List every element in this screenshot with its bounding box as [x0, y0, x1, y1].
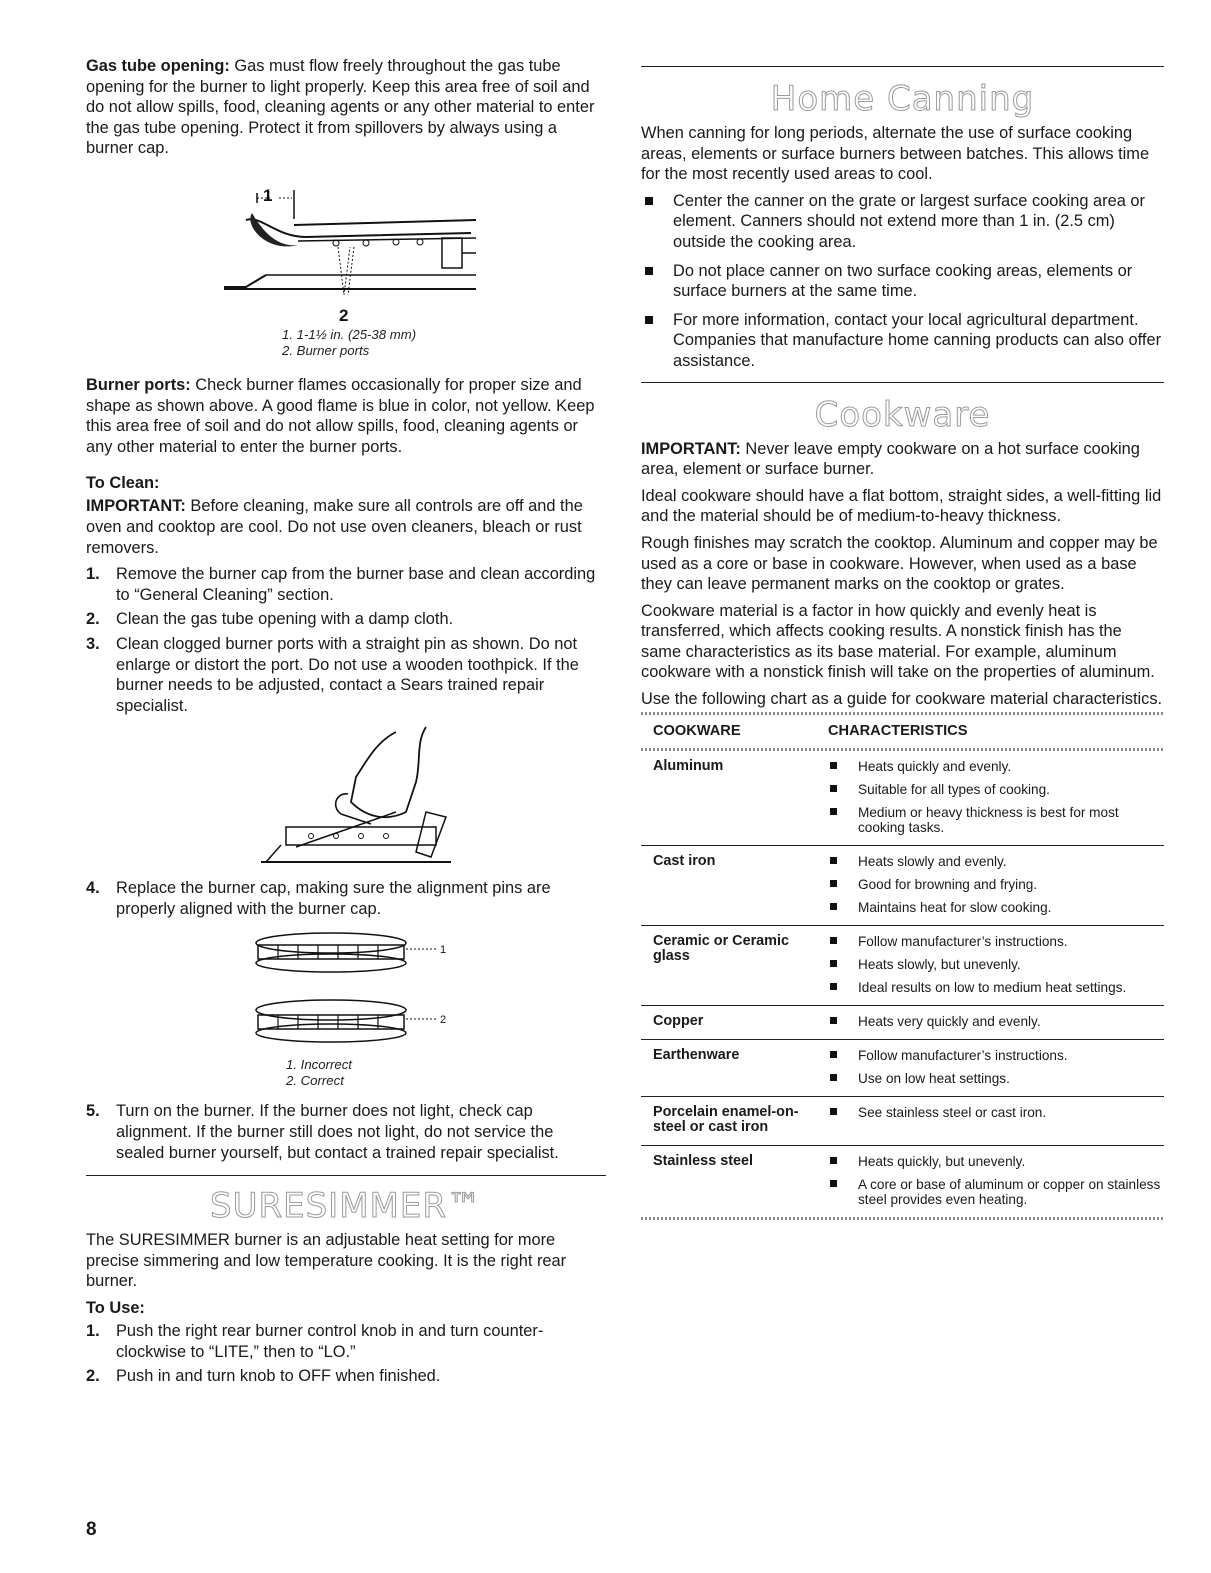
- correct-label-2: 2: [440, 1014, 447, 1027]
- characteristics-cell: [828, 854, 1164, 915]
- characteristic-item: [828, 1105, 1164, 1120]
- step-text: Replace the burner cap, making sure the alignment pins are properly aligned with the burner cap.: [116, 879, 551, 918]
- characteristic-item: [828, 1177, 1164, 1207]
- characteristics-cell: [828, 934, 1164, 995]
- list-item: [641, 191, 1164, 253]
- bullet-square-icon: [645, 197, 653, 205]
- characteristic-text: Medium or heavy thickness is best for most cooking tasks.: [858, 804, 1119, 835]
- step-number: 4.: [86, 879, 100, 898]
- bullet-square-icon: [830, 1157, 837, 1164]
- characteristics-cell: [828, 759, 1164, 835]
- pin-cleaning-illustration: [256, 722, 476, 872]
- home-canning-intro: When canning for long periods, alternate the use of surface cooking areas, elements or surface burners between batches. This allows time for the most recently used areas to cool.: [641, 124, 1150, 184]
- section-divider: [86, 1175, 606, 1176]
- characteristics-cell: [828, 1105, 1164, 1135]
- bullet-square-icon: [830, 960, 837, 967]
- characteristic-item: [828, 782, 1164, 797]
- step-number: 5.: [86, 1102, 100, 1121]
- step-text: Clean the gas tube opening with a damp cloth.: [116, 610, 454, 629]
- column-header-cookware: COOKWARE: [653, 722, 741, 739]
- characteristic-item: [828, 957, 1164, 972]
- step-text: Push the right rear burner control knob in and turn counter-clockwise to “LITE,” then to “LO.”: [116, 1322, 544, 1361]
- table-bottom-rule: [641, 1217, 1164, 1220]
- important-lead: IMPORTANT:: [641, 439, 741, 458]
- table-body: [641, 751, 1164, 1217]
- burner-cap-alignment-diagram: [236, 925, 476, 1075]
- characteristic-text: Use on low heat settings.: [858, 1070, 1010, 1086]
- characteristics-cell: [828, 1048, 1164, 1086]
- important-text: Never leave empty cookware on a hot surface cooking area, element or surface burner.: [641, 439, 1140, 479]
- characteristic-text: Good for browning and frying.: [858, 876, 1038, 892]
- characteristic-text: Maintains heat for slow cooking.: [858, 899, 1052, 915]
- gas-tube-lead: Gas tube opening:: [86, 57, 230, 75]
- bullet-square-icon: [830, 857, 837, 864]
- bullet-square-icon: [645, 316, 653, 324]
- step-text: Turn on the burner. If the burner does not light, check cap alignment. If the burner still does not light, do not service the sealed burner yourself, but contact a trained repair specialist.: [116, 1102, 559, 1162]
- bullet-square-icon: [830, 808, 837, 815]
- bullet-text: Do not place canner on two surface cooking areas, elements or surface burners at the same time.: [673, 261, 1133, 301]
- dimension-label-1: 1: [263, 185, 273, 205]
- cleaning-steps-list: [86, 564, 606, 716]
- characteristic-item: [828, 805, 1164, 835]
- bullet-square-icon: [830, 1108, 837, 1115]
- table-row: [641, 1146, 1164, 1217]
- characteristics-cell: [828, 1154, 1164, 1207]
- bullet-square-icon: [830, 937, 837, 944]
- characteristic-item: [828, 759, 1164, 774]
- characteristic-item: [828, 1071, 1164, 1086]
- list-item: [86, 634, 606, 716]
- bullet-square-icon: [830, 1074, 837, 1081]
- bullet-square-icon: [830, 1051, 837, 1058]
- cookware-name: Aluminum: [653, 757, 724, 774]
- list-item: [86, 1321, 606, 1362]
- to-use-heading: To Use:: [86, 1299, 145, 1318]
- important-lead: IMPORTANT:: [86, 497, 186, 516]
- cookware-name: Ceramic or Ceramic glass: [653, 932, 789, 964]
- step-number: 2.: [86, 610, 100, 629]
- table-row: [641, 1006, 1164, 1040]
- cleaning-steps-list-cont: [86, 878, 606, 919]
- cookware-important: [641, 439, 1164, 480]
- cookware-paragraph-2: Rough finishes may scratch the cooktop. Aluminum and copper may be used as a core or base in cookware. However, when used as a base they can leave permanent marks on the cooktop or grates.: [641, 533, 1158, 594]
- suresimmer-heading: SURESIMMER™: [210, 1186, 482, 1227]
- gas-tube-paragraph: [86, 56, 606, 159]
- characteristic-item: [828, 1048, 1164, 1063]
- characteristic-text: A core or base of aluminum or copper on stainless steel provides even heating.: [858, 1176, 1161, 1207]
- suresimmer-paragraph: The SURESIMMER burner is an adjustable heat setting for more precise simmering and low temperature cooking. It is the right rear burner.: [86, 1231, 567, 1291]
- table-header-row: [641, 715, 1164, 748]
- cookware-heading: Cookware: [814, 394, 991, 435]
- bullet-square-icon: [830, 762, 837, 769]
- cookware-name: Cast iron: [653, 852, 716, 869]
- table-row: [641, 926, 1164, 1006]
- page-number: 8: [86, 1519, 97, 1540]
- characteristic-text: Follow manufacturer’s instructions.: [858, 1047, 1068, 1063]
- table-row: [641, 1040, 1164, 1097]
- section-divider: [641, 382, 1164, 383]
- step-text: Clean clogged burner ports with a straight pin as shown. Do not enlarge or distort the port. Do not use a wooden toothpick. If the burner needs to be adjusted, contact a Sears trained repair specialist.: [116, 634, 579, 715]
- characteristic-text: Heats very quickly and evenly.: [858, 1013, 1041, 1029]
- table-row: [641, 1097, 1164, 1146]
- step-number: 2.: [86, 1367, 100, 1386]
- characteristic-item: [828, 980, 1164, 995]
- right-column: [641, 66, 1164, 1220]
- figure-caption-1: 1. 1-1½ in. (25-38 mm): [282, 326, 417, 342]
- cookware-paragraph-3: Cookware material is a factor in how quickly and evenly heat is transferred, which affects cooking results. A nonstick finish has the same characteristics as its base material. For example, aluminum cookware with a nonstick finish will take on the properties of aluminum.: [641, 601, 1155, 682]
- characteristic-text: Follow manufacturer’s instructions.: [858, 933, 1068, 949]
- cookware-table: [641, 712, 1164, 1220]
- cookware-paragraph-1: Ideal cookware should have a flat bottom, straight sides, a well-fitting lid and the material should be of medium-to-heavy thickness.: [641, 486, 1162, 526]
- column-header-characteristics: CHARACTERISTICS: [828, 722, 968, 739]
- cookware-name: Earthenware: [653, 1046, 740, 1063]
- bullet-text: For more information, contact your local agricultural department. Companies that manufacture home canning products can also offer assistance.: [673, 310, 1162, 370]
- characteristic-text: Heats quickly, but unevenly.: [858, 1153, 1026, 1169]
- cookware-paragraph-4: Use the following chart as a guide for cookware material characteristics.: [641, 690, 1163, 709]
- characteristic-item: [828, 877, 1164, 892]
- cookware-name: Copper: [653, 1012, 704, 1029]
- bullet-square-icon: [830, 1180, 837, 1187]
- characteristic-item: [828, 1014, 1164, 1029]
- characteristic-item: [828, 900, 1164, 915]
- bullet-square-icon: [830, 903, 837, 910]
- bullet-square-icon: [645, 267, 653, 275]
- home-canning-heading: Home Canning: [770, 79, 1035, 119]
- burner-ports-text: Check burner flames occasionally for proper size and shape as shown above. A good flame is blue in color, not yellow. Keep this area free of soil and do not allow spills, food, cleaning agents or any other material to enter the burner ports.: [86, 375, 595, 456]
- cleaning-steps-list-end: [86, 1101, 606, 1163]
- list-item: [641, 261, 1164, 302]
- characteristic-text: Suitable for all types of cooking.: [858, 781, 1050, 797]
- cookware-name: Porcelain enamel-on-steel or cast iron: [653, 1103, 799, 1135]
- bullet-square-icon: [830, 880, 837, 887]
- step-number: 1.: [86, 565, 100, 584]
- characteristic-text: Ideal results on low to medium heat settings.: [858, 979, 1127, 995]
- step-text: Remove the burner cap from the burner base and clean according to “General Cleaning” section.: [116, 565, 596, 604]
- characteristic-text: Heats quickly and evenly.: [858, 758, 1012, 774]
- characteristic-item: [828, 934, 1164, 949]
- canning-bullets: [641, 191, 1164, 372]
- characteristics-cell: [828, 1014, 1164, 1029]
- bullet-square-icon: [830, 983, 837, 990]
- gas-tube-diagram: [206, 175, 486, 325]
- figure-caption-correct: 2. Correct: [286, 1073, 344, 1089]
- left-column: [86, 56, 606, 1391]
- suresimmer-steps-list: [86, 1321, 606, 1387]
- gas-tube-text: Gas must flow freely throughout the gas tube opening for the burner to light properly. Keep this area free of soil and do not allow spills, food, cleaning agents or any other material to enter the gas tube opening. Protect it from spillovers by always using a burner cap.: [86, 57, 595, 158]
- step-number: 3.: [86, 634, 100, 653]
- step-number: 1.: [86, 1322, 100, 1341]
- characteristic-item: [828, 854, 1164, 869]
- list-item: [86, 609, 606, 630]
- table-row: [641, 751, 1164, 846]
- list-item: [86, 564, 606, 605]
- characteristic-text: Heats slowly, but unevenly.: [858, 956, 1021, 972]
- bullet-square-icon: [830, 785, 837, 792]
- bullet-square-icon: [830, 1017, 837, 1024]
- burner-ports-label-2: 2: [339, 305, 349, 325]
- important-text: Before cleaning, make sure all controls are off and the oven and cooktop are cool. Do not use oven cleaners, bleach or rust removers.: [86, 497, 583, 557]
- burner-ports-lead: Burner ports:: [86, 375, 191, 394]
- list-item: [86, 878, 606, 919]
- step-text: Push in and turn knob to OFF when finished.: [116, 1367, 441, 1386]
- list-item: [86, 1101, 606, 1163]
- figure-caption-incorrect: 1. Incorrect: [286, 1057, 352, 1073]
- characteristic-text: Heats slowly and evenly.: [858, 853, 1007, 869]
- cookware-name: Stainless steel: [653, 1152, 753, 1169]
- list-item: [86, 1366, 606, 1387]
- table-row: [641, 846, 1164, 926]
- characteristic-item: [828, 1154, 1164, 1169]
- bullet-text: Center the canner on the grate or largest surface cooking area or element. Canners should not extend more than 1 in. (2.5 cm) outside the cooking area.: [673, 191, 1145, 251]
- characteristic-text: See stainless steel or cast iron.: [858, 1104, 1047, 1120]
- to-clean-heading: To Clean:: [86, 474, 160, 493]
- section-divider: [641, 66, 1164, 67]
- to-clean-important: [86, 496, 606, 558]
- figure-caption-2: 2. Burner ports: [282, 342, 370, 358]
- burner-ports-paragraph: [86, 375, 606, 457]
- incorrect-label-1: 1: [440, 944, 447, 957]
- list-item: [641, 310, 1164, 372]
